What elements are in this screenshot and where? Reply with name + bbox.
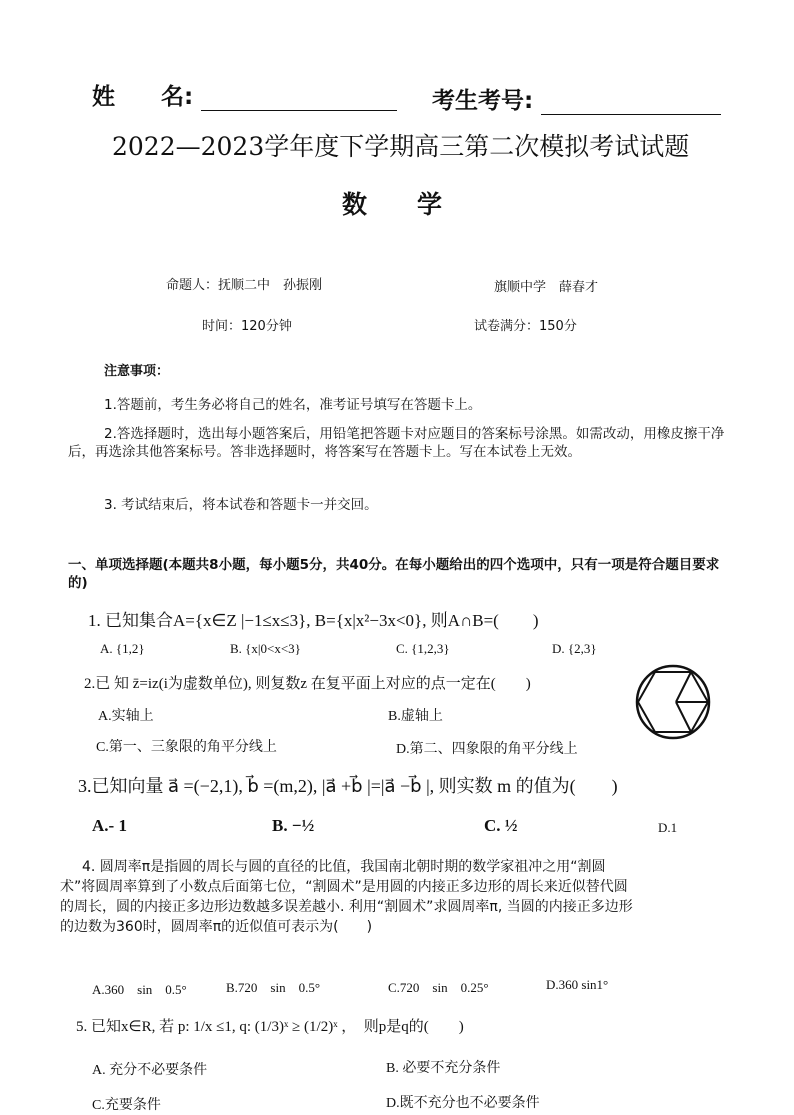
question-1-option-a: A. {1,2} bbox=[100, 641, 145, 656]
question-2-option-d: D.第二、四象限的角平分线上 bbox=[396, 742, 578, 757]
exam-id-label: 考生考号: bbox=[432, 88, 534, 114]
question-1-option-c: C. {1,2,3} bbox=[396, 641, 450, 656]
author-right: 旗顺中学 薛春才 bbox=[494, 280, 599, 295]
question-1-stem: 1. 已知集合A={x∈Z |−1≤x≤3}, B={x|x²−3x<0}, 则A∩B=( ) bbox=[88, 611, 539, 630]
question-2-stem: 2.已 知 z̄=iz(i为虚数单位), 则复数z 在复平面上对应的点一定在( ) bbox=[84, 676, 531, 692]
name-blank bbox=[201, 86, 397, 111]
question-4-option-a: A.360 sin 0.5° bbox=[92, 982, 187, 997]
question-1-option-d: D. {2,3} bbox=[552, 641, 597, 656]
question-3-stem: 3.已知向量 a⃗ =(−2,1), b⃗ =(m,2), |a⃗ +b⃗ |=|a⃗ −b⃗ |, 则实数 m 的值为( ) bbox=[78, 776, 618, 796]
question-5-stem: 5. 已知x∈R, 若 p: 1/x ≤1, q: (1/3)ˣ ≥ (1/2)ˣ ， 则p是q的( ) bbox=[76, 1019, 464, 1035]
question-3-option-d: D.1 bbox=[658, 820, 678, 835]
header-name-row bbox=[92, 78, 397, 111]
question-4-option-c: C.720 sin 0.25° bbox=[388, 980, 489, 995]
header-id-row bbox=[432, 82, 721, 115]
subject-title: 数 学 bbox=[342, 190, 443, 219]
question-2-option-c: C.第一、三象限的角平分线上 bbox=[96, 740, 277, 755]
notes-heading: 注意事项： bbox=[104, 364, 170, 379]
author-left: 命题人：抚顺二中 孙振刚 bbox=[166, 278, 323, 293]
question-1-option-b: B. {x|0<x<3} bbox=[230, 641, 301, 656]
question-5-option-b: B. 必要不充分条件 bbox=[386, 1061, 501, 1076]
question-3-option-c: C. ½ bbox=[484, 816, 518, 835]
question-5-option-a: A. 充分不必要条件 bbox=[92, 1063, 208, 1078]
question-2-option-b: B.虚轴上 bbox=[388, 709, 443, 724]
name-label: 姓 名: bbox=[92, 84, 194, 110]
section-heading: 一、单项选择题(本题共8小题，每小题5分，共40分。在每小题给出的四个选项中，只有一项是符合题目要求的) bbox=[68, 557, 720, 591]
note-item: 2.答选择题时，选出每小题答案后，用铅笔把答题卡对应题目的答案标号涂黑。如需改动，用橡皮擦干净后，再选涂其他答案标号。答非选择题时，将答案写在答题卡上。写在本试卷上无效。 bbox=[68, 426, 725, 460]
question-4-option-b: B.720 sin 0.5° bbox=[226, 980, 321, 995]
full-score: 试卷满分：150分 bbox=[474, 319, 577, 334]
exam-title: 2022—2023学年度下学期高三第二次模拟考试试题 bbox=[112, 132, 690, 161]
question-4-stem: 4. 圆周率π是指圆的周长与圆的直径的比值，我国南北朝时期的数学家祖冲之用“割圆术”将圆周率算到了小数点后面第七位，“割圆术”是用圆的内接正多边形的周长来近似替代圆的周长，圆的内接正多边形边数越多误差越小. 利用“割圆术”求圆周率π, 当圆的内接正多边形的边数为360时，圆周率π的近似值可表示为( ) bbox=[60, 859, 633, 935]
note-item: 3. 考试结束后，将本试卷和答题卡一并交回。 bbox=[104, 497, 378, 513]
note-item: 1.答题前，考生务必将自己的姓名，准考证号填写在答题卡上。 bbox=[104, 397, 482, 413]
inscribed-polygon-figure bbox=[634, 662, 712, 742]
question-4-option-d: D.360 sin1° bbox=[546, 977, 609, 992]
question-5-option-d: D.既不充分也不必要条件 bbox=[386, 1096, 540, 1111]
exam-time: 时间：120分钟 bbox=[202, 319, 292, 334]
question-3-option-a: A.- 1 bbox=[92, 816, 127, 835]
question-2-option-a: A.实轴上 bbox=[98, 709, 154, 724]
question-5-option-c: C.充要条件 bbox=[92, 1098, 161, 1113]
question-3-option-b: B. −½ bbox=[272, 816, 315, 835]
exam-id-blank bbox=[541, 90, 721, 115]
